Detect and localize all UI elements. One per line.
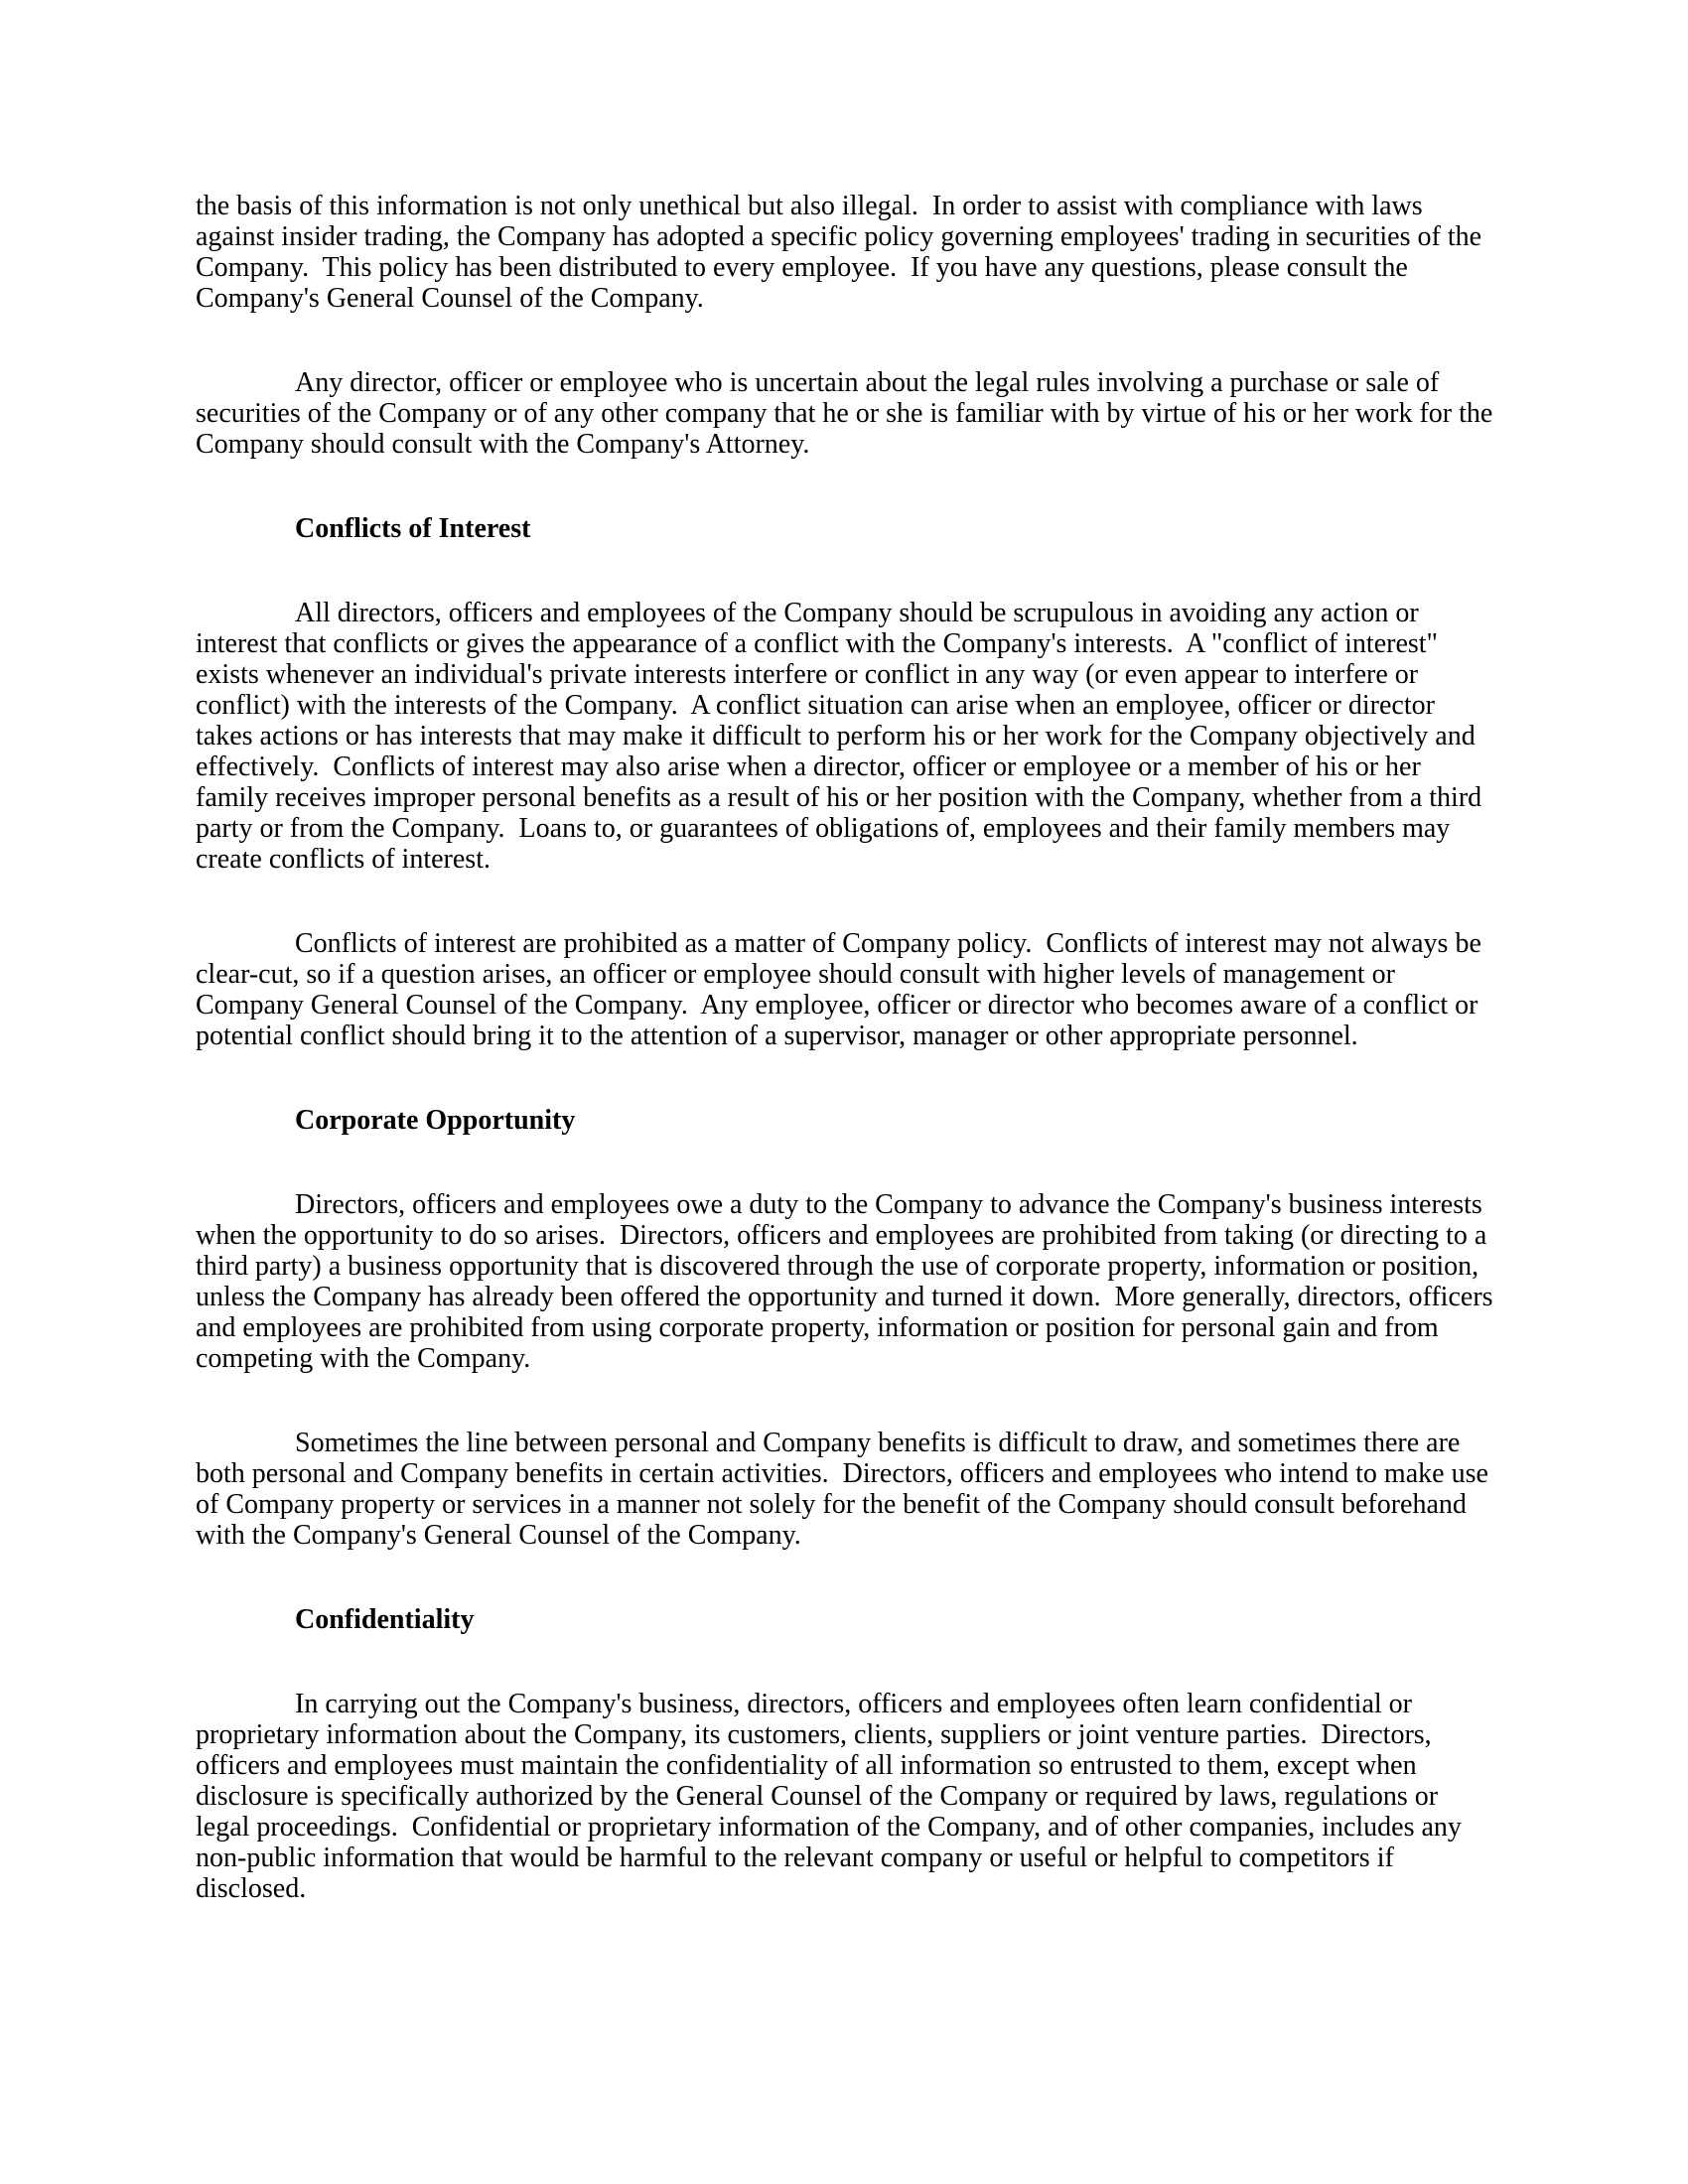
paragraph-personal-vs-company-benefits: Sometimes the line between personal and Company benefits is difficult to draw, and sometimes there are both personal and Company benefits in certain activities. Directors, officers and employees who intend to make use of Company property or services in a manner not solely for the benefit of the Company should consult beforehand with the Company's General Counsel of the Company. — [196, 1428, 1495, 1551]
document-content — [196, 191, 1500, 1958]
paragraph-conflicts-avoidance: All directors, officers and employees of the Company should be scrupulous in avoiding any action or interest that conflicts or gives the appearance of a conflict with the Company's interests. A "conflict of interest" exists whenever an individual's private interests interfere or conflict in any way (or even appear to interfere or conflict) with the interests of the Company. A conflict situation can arise when an employee, officer or director takes actions or has interests that may make it difficult to perform his or her work for the Company objectively and effectively. Conflicts of interest may also arise when a director, officer or employee or a member of his or her family receives improper personal benefits as a result of his or her position with the Company, whether from a third party or from the Company. Loans to, or guarantees of obligations of, employees and their family members may create conflicts of interest. — [196, 598, 1489, 875]
heading-corporate-opportunity: Corporate Opportunity — [295, 1105, 576, 1136]
heading-conflicts-of-interest: Conflicts of Interest — [295, 513, 531, 544]
paragraph-insider-trading-policy: the basis of this information is not only unethical but also illegal. In order to assist with compliance with laws against insider trading, the Company has adopted a specific policy governing employees' trading in securities of the Company. This policy has been distributed to every employee. If you have any questions, please consult the Company's General Counsel of the Company. — [196, 191, 1489, 314]
paragraph-uncertain-legal-rules: Any director, officer or employee who is uncertain about the legal rules involving a purchase or sale of securities of the Company or of any other company that he or she is familiar with by virtue of his or her work for the Company should consult with the Company's Attorney. — [196, 367, 1500, 460]
paragraph-conflicts-prohibited: Conflicts of interest are prohibited as a matter of Company policy. Conflicts of interest may not always be clear-cut, so if a question arises, an officer or employee should consult with higher levels of management or Company General Counsel of the Company. Any employee, officer or director who becomes aware of a conflict or potential conflict should bring it to the attention of a supervisor, manager or other appropriate personnel. — [196, 928, 1488, 1051]
heading-confidentiality: Confidentiality — [295, 1604, 475, 1635]
paragraph-duty-to-advance-interests: Directors, officers and employees owe a duty to the Company to advance the Company's business interests when the opportunity to do so arises. Directors, officers and employees are prohibited from taking (or directing to a third party) a business opportunity that is discovered through the use of corporate property, information or position, unless the Company has already been offered the opportunity and turned it down. More generally, directors, officers and employees are prohibited from using corporate property, information or position for personal gain and from competing with the Company. — [196, 1189, 1500, 1374]
paragraph-confidential-information: In carrying out the Company's business, directors, officers and employees often learn confidential or proprietary information about the Company, its customers, clients, suppliers or joint venture parties. Directors, officers and employees must maintain the confidentiality of all information so entrusted to them, except when disclosure is specifically authorized by the General Counsel of the Company or required by laws, regulations or legal proceedings. Confidential or proprietary information of the Company, and of other companies, includes any non-public information that would be harmful to the relevant company or useful or helpful to competitors if disclosed. — [196, 1689, 1469, 1904]
